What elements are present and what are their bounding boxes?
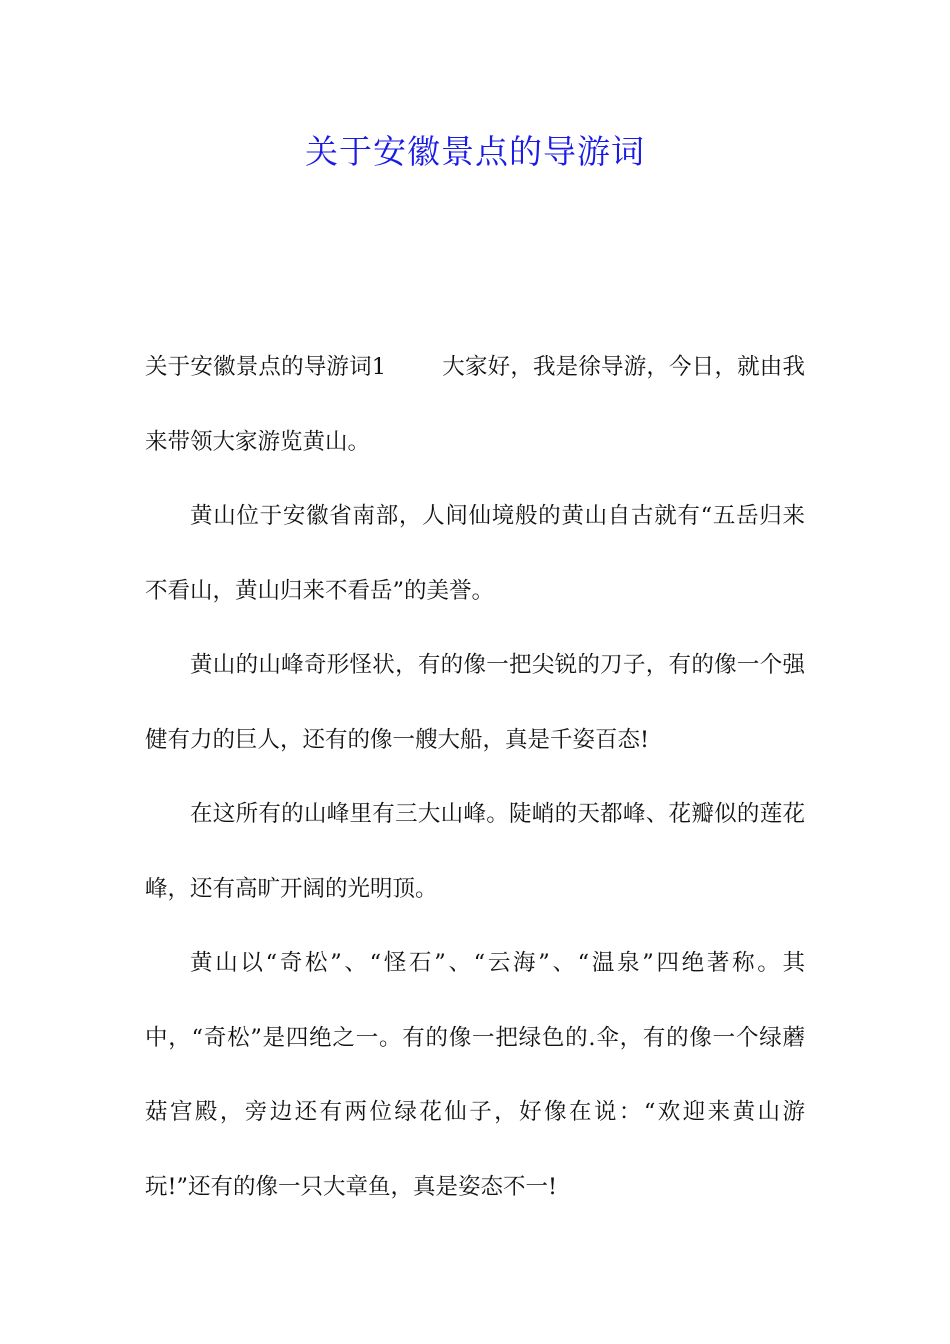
paragraph-text: 大家好，我是徐导游，今日，就由我来带领大家游览黄山。 (145, 354, 805, 455)
paragraph-4: 在这所有的山峰里有三大山峰。陡峭的天都峰、花瓣似的莲花峰，还有高旷开阔的光明顶。 (145, 801, 805, 902)
document-title: 关于安徽景点的导游词 (305, 132, 645, 171)
paragraph-3: 黄山的山峰奇形怪状，有的像一把尖锐的刀子，有的像一个强健有力的巨人，还有的像一艘大船，真是千姿百态! (145, 652, 805, 753)
section-heading: 关于安徽景点的导游词1 (145, 354, 387, 380)
paragraph-5: 黄山以“奇松”、“怪石”、“云海”、“温泉”四绝著称。其中，“奇松”是四绝之一。有的像一把绿色的.伞，有的像一个绿蘑菇宫殿，旁边还有两位绿花仙子，好像在说：“欢迎来黄山游玩!”还有的像一只大章鱼，真是姿态不一! (145, 950, 805, 1200)
document-body (145, 330, 805, 1224)
paragraph-1 (145, 330, 805, 479)
paragraph-2: 黄山位于安徽省南部，人间仙境般的黄山自古就有“五岳归来不看山，黄山归来不看岳”的美誉。 (145, 503, 805, 604)
